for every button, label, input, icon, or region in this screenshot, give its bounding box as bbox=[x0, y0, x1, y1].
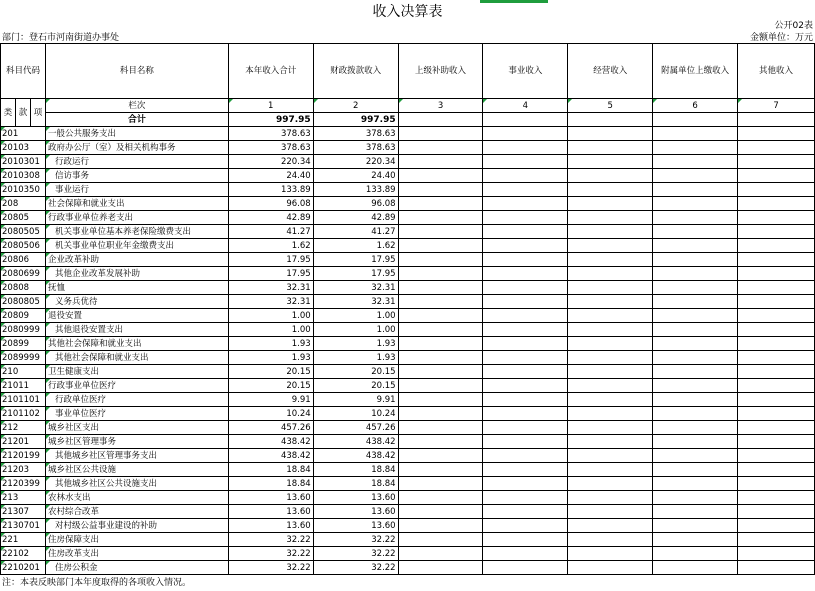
table-row bbox=[1, 491, 815, 505]
row-name: 其他企业改革发展补助 bbox=[45, 267, 228, 281]
row-c2: 20.15 bbox=[313, 365, 398, 379]
row-name: 义务兵优待 bbox=[45, 295, 228, 309]
row-code: 212 bbox=[1, 421, 46, 435]
table-row bbox=[1, 309, 815, 323]
table-row bbox=[1, 169, 815, 183]
row-c1: 20.15 bbox=[228, 365, 313, 379]
table-row bbox=[1, 421, 815, 435]
row-name: 其他社会保障和就业支出 bbox=[45, 337, 228, 351]
row-c2: 32.22 bbox=[313, 533, 398, 547]
footer-note: 注：本表反映部门本年度取得的各项收入情况。 bbox=[2, 578, 192, 588]
row-c2: 1.00 bbox=[313, 309, 398, 323]
row-c2: 18.84 bbox=[313, 463, 398, 477]
row-name: 行政运行 bbox=[45, 155, 228, 169]
row-name: 行政事业单位养老支出 bbox=[45, 211, 228, 225]
header-col: 附属单位上缴收入 bbox=[653, 44, 738, 99]
total-label: 合计 bbox=[45, 113, 228, 127]
row-code: 20809 bbox=[1, 309, 46, 323]
row-c2: 13.60 bbox=[313, 491, 398, 505]
table-row bbox=[1, 407, 815, 421]
row-c1: 10.24 bbox=[228, 407, 313, 421]
row-c1: 17.95 bbox=[228, 253, 313, 267]
row-c2: 9.91 bbox=[313, 393, 398, 407]
row-code: 2080805 bbox=[1, 295, 46, 309]
row-name: 抚恤 bbox=[45, 281, 228, 295]
total-c1: 997.95 bbox=[228, 113, 313, 127]
row-code: 2101102 bbox=[1, 407, 46, 421]
page-title: 收入决算表 bbox=[372, 4, 443, 20]
row-c1: 378.63 bbox=[228, 141, 313, 155]
row-c1: 13.60 bbox=[228, 505, 313, 519]
row-c2: 13.60 bbox=[313, 519, 398, 533]
table-row bbox=[1, 449, 815, 463]
row-code: 2010350 bbox=[1, 183, 46, 197]
row-c1: 378.63 bbox=[228, 127, 313, 141]
table-row bbox=[1, 295, 815, 309]
row-code: 2120199 bbox=[1, 449, 46, 463]
index-num: 2 bbox=[313, 99, 398, 113]
table-row bbox=[1, 379, 815, 393]
row-c2: 18.84 bbox=[313, 477, 398, 491]
form-number: 公开02表 bbox=[774, 21, 813, 31]
row-code: 2080999 bbox=[1, 323, 46, 337]
row-c2: 32.22 bbox=[313, 547, 398, 561]
row-c2: 1.00 bbox=[313, 323, 398, 337]
row-code: 2130701 bbox=[1, 519, 46, 533]
row-name: 退役安置 bbox=[45, 309, 228, 323]
row-c2: 438.42 bbox=[313, 435, 398, 449]
row-name: 对村级公益事业建设的补助 bbox=[45, 519, 228, 533]
row-c2: 32.31 bbox=[313, 281, 398, 295]
row-name: 信访事务 bbox=[45, 169, 228, 183]
row-c1: 42.89 bbox=[228, 211, 313, 225]
row-code: 20806 bbox=[1, 253, 46, 267]
row-code: 2089999 bbox=[1, 351, 46, 365]
row-code: 210 bbox=[1, 365, 46, 379]
table-row bbox=[1, 225, 815, 239]
row-c1: 438.42 bbox=[228, 435, 313, 449]
row-c2: 20.15 bbox=[313, 379, 398, 393]
index-label: 栏次 bbox=[45, 99, 228, 113]
row-code: 21201 bbox=[1, 435, 46, 449]
row-name: 城乡社区支出 bbox=[45, 421, 228, 435]
table-row bbox=[1, 197, 815, 211]
row-code: 201 bbox=[1, 127, 46, 141]
selection-indicator bbox=[480, 0, 548, 3]
row-name: 其他城乡社区管理事务支出 bbox=[45, 449, 228, 463]
index-num: 6 bbox=[653, 99, 738, 113]
row-c2: 438.42 bbox=[313, 449, 398, 463]
index-num: 7 bbox=[738, 99, 815, 113]
table-row bbox=[1, 183, 815, 197]
row-c1: 133.89 bbox=[228, 183, 313, 197]
row-c2: 41.27 bbox=[313, 225, 398, 239]
row-name: 住房公积金 bbox=[45, 561, 228, 575]
header-sub: 项 bbox=[30, 99, 45, 127]
row-c1: 41.27 bbox=[228, 225, 313, 239]
row-c2: 96.08 bbox=[313, 197, 398, 211]
row-code: 221 bbox=[1, 533, 46, 547]
table-row bbox=[1, 435, 815, 449]
table-row bbox=[1, 155, 815, 169]
row-c1: 24.40 bbox=[228, 169, 313, 183]
row-name: 卫生健康支出 bbox=[45, 365, 228, 379]
row-code: 2010308 bbox=[1, 169, 46, 183]
row-name: 住房改革支出 bbox=[45, 547, 228, 561]
row-c2: 1.93 bbox=[313, 351, 398, 365]
row-c1: 18.84 bbox=[228, 463, 313, 477]
row-c1: 9.91 bbox=[228, 393, 313, 407]
row-c1: 96.08 bbox=[228, 197, 313, 211]
header-name: 科目名称 bbox=[45, 44, 228, 99]
row-name: 其他社会保障和就业支出 bbox=[45, 351, 228, 365]
row-c2: 1.93 bbox=[313, 337, 398, 351]
row-c1: 13.60 bbox=[228, 491, 313, 505]
table-row bbox=[1, 141, 815, 155]
table-row bbox=[1, 267, 815, 281]
table-row bbox=[1, 211, 815, 225]
row-code: 21203 bbox=[1, 463, 46, 477]
row-name: 事业单位医疗 bbox=[45, 407, 228, 421]
table-row bbox=[1, 561, 815, 575]
table-row bbox=[1, 365, 815, 379]
row-c1: 32.31 bbox=[228, 281, 313, 295]
total-c2: 997.95 bbox=[313, 113, 398, 127]
row-code: 2010301 bbox=[1, 155, 46, 169]
row-code: 2080699 bbox=[1, 267, 46, 281]
row-name: 行政单位医疗 bbox=[45, 393, 228, 407]
row-c1: 1.93 bbox=[228, 351, 313, 365]
header-sub: 类 bbox=[1, 99, 16, 127]
row-name: 事业运行 bbox=[45, 183, 228, 197]
department-label: 部门：登石市河南街道办事处 bbox=[2, 33, 120, 43]
table-row bbox=[1, 351, 815, 365]
table-row bbox=[1, 253, 815, 267]
row-c2: 17.95 bbox=[313, 267, 398, 281]
row-code: 213 bbox=[1, 491, 46, 505]
row-c1: 1.93 bbox=[228, 337, 313, 351]
row-c2: 220.34 bbox=[313, 155, 398, 169]
row-name: 机关事业单位基本养老保险缴费支出 bbox=[45, 225, 228, 239]
row-name: 社会保障和就业支出 bbox=[45, 197, 228, 211]
row-name: 机关事业单位职业年金缴费支出 bbox=[45, 239, 228, 253]
row-name: 企业改革补助 bbox=[45, 253, 228, 267]
table-row bbox=[1, 547, 815, 561]
row-c2: 32.22 bbox=[313, 561, 398, 575]
row-c2: 457.26 bbox=[313, 421, 398, 435]
row-code: 2210201 bbox=[1, 561, 46, 575]
row-code: 20899 bbox=[1, 337, 46, 351]
table-row bbox=[1, 127, 815, 141]
row-code: 20103 bbox=[1, 141, 46, 155]
header-col: 本年收入合计 bbox=[228, 44, 313, 99]
row-name: 一般公共服务支出 bbox=[45, 127, 228, 141]
row-name: 农林水支出 bbox=[45, 491, 228, 505]
row-c2: 32.31 bbox=[313, 295, 398, 309]
row-c1: 32.31 bbox=[228, 295, 313, 309]
row-c1: 20.15 bbox=[228, 379, 313, 393]
row-c2: 1.62 bbox=[313, 239, 398, 253]
row-name: 城乡社区公共设施 bbox=[45, 463, 228, 477]
row-c1: 438.42 bbox=[228, 449, 313, 463]
row-c1: 18.84 bbox=[228, 477, 313, 491]
row-code: 20805 bbox=[1, 211, 46, 225]
index-num: 1 bbox=[228, 99, 313, 113]
header-col: 经营收入 bbox=[568, 44, 653, 99]
row-code: 208 bbox=[1, 197, 46, 211]
table-row bbox=[1, 533, 815, 547]
row-c2: 378.63 bbox=[313, 141, 398, 155]
row-c1: 1.62 bbox=[228, 239, 313, 253]
row-name: 政府办公厅（室）及相关机构事务 bbox=[45, 141, 228, 155]
row-c2: 13.60 bbox=[313, 505, 398, 519]
table-row bbox=[1, 239, 815, 253]
row-c1: 220.34 bbox=[228, 155, 313, 169]
row-name: 住房保障支出 bbox=[45, 533, 228, 547]
row-c2: 24.40 bbox=[313, 169, 398, 183]
row-c1: 32.22 bbox=[228, 533, 313, 547]
row-c1: 1.00 bbox=[228, 323, 313, 337]
index-num: 5 bbox=[568, 99, 653, 113]
header-col: 上级补助收入 bbox=[398, 44, 483, 99]
row-name: 农村综合改革 bbox=[45, 505, 228, 519]
row-name: 其他城乡社区公共设施支出 bbox=[45, 477, 228, 491]
table-row bbox=[1, 281, 815, 295]
row-c1: 32.22 bbox=[228, 547, 313, 561]
row-c1: 17.95 bbox=[228, 267, 313, 281]
header-col: 事业收入 bbox=[483, 44, 568, 99]
table-row bbox=[1, 323, 815, 337]
table-row bbox=[1, 477, 815, 491]
row-name: 其他退役安置支出 bbox=[45, 323, 228, 337]
table-row bbox=[1, 505, 815, 519]
header-sub: 款 bbox=[15, 99, 30, 127]
row-c2: 378.63 bbox=[313, 127, 398, 141]
index-num: 3 bbox=[398, 99, 483, 113]
row-name: 城乡社区管理事务 bbox=[45, 435, 228, 449]
row-c2: 17.95 bbox=[313, 253, 398, 267]
row-code: 2080505 bbox=[1, 225, 46, 239]
table-row bbox=[1, 519, 815, 533]
header-col: 其他收入 bbox=[738, 44, 815, 99]
row-c2: 42.89 bbox=[313, 211, 398, 225]
row-code: 2101101 bbox=[1, 393, 46, 407]
table-row bbox=[1, 463, 815, 477]
row-name: 行政事业单位医疗 bbox=[45, 379, 228, 393]
row-code: 2080506 bbox=[1, 239, 46, 253]
row-code: 21307 bbox=[1, 505, 46, 519]
row-c2: 10.24 bbox=[313, 407, 398, 421]
row-code: 20808 bbox=[1, 281, 46, 295]
header-code: 科目代码 bbox=[1, 44, 46, 99]
table-row bbox=[1, 393, 815, 407]
row-c2: 133.89 bbox=[313, 183, 398, 197]
table-row bbox=[1, 337, 815, 351]
amount-unit: 金额单位：万元 bbox=[749, 33, 813, 43]
row-code: 2120399 bbox=[1, 477, 46, 491]
index-num: 4 bbox=[483, 99, 568, 113]
row-c1: 457.26 bbox=[228, 421, 313, 435]
header-col: 财政拨款收入 bbox=[313, 44, 398, 99]
row-c1: 13.60 bbox=[228, 519, 313, 533]
income-table bbox=[0, 43, 815, 575]
row-code: 21011 bbox=[1, 379, 46, 393]
row-code: 22102 bbox=[1, 547, 46, 561]
row-c1: 1.00 bbox=[228, 309, 313, 323]
row-c1: 32.22 bbox=[228, 561, 313, 575]
